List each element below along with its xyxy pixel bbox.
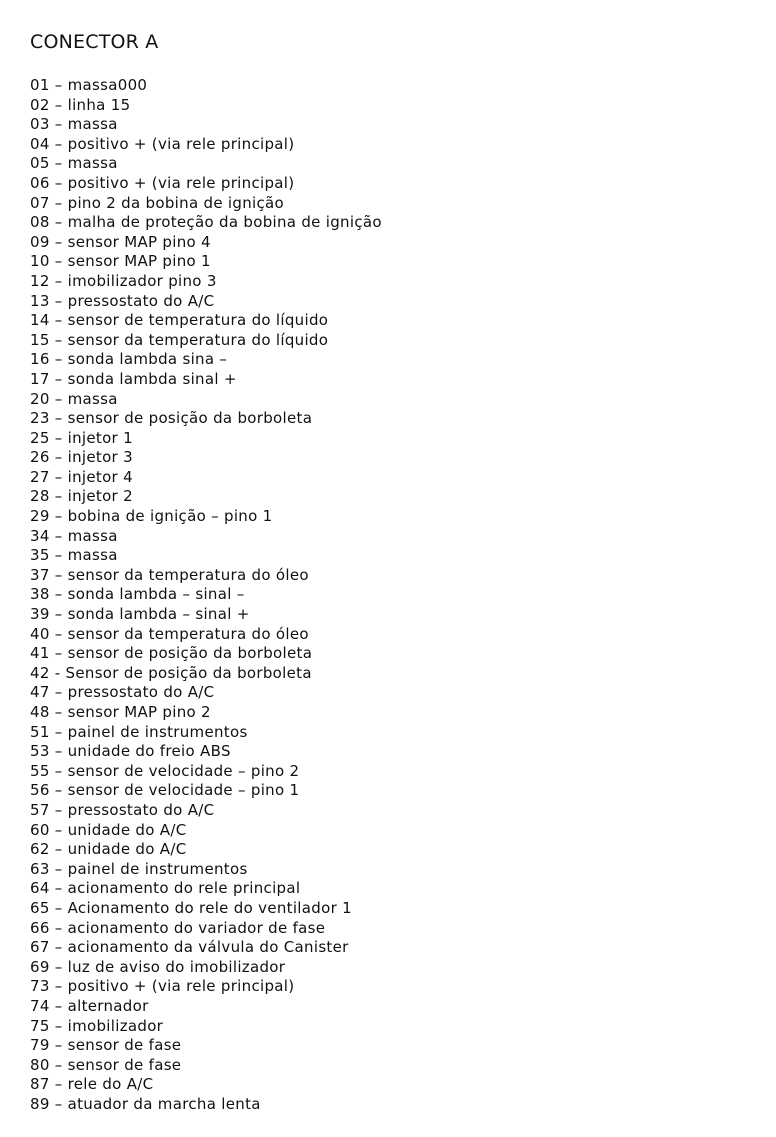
pin-list-item: 53 – unidade do freio ABS — [30, 742, 231, 761]
pin-list-item: 79 – sensor de fase — [30, 1036, 182, 1055]
pin-list-item: 17 – sonda lambda sinal + — [30, 369, 237, 388]
pin-list-item: 69 – luz de aviso do imobilizador — [30, 957, 286, 976]
pin-list-item: 16 – sonda lambda sina – — [30, 350, 228, 369]
pin-list-item: 47 – pressostato do A/C — [30, 683, 215, 702]
pin-list-item: 08 – malha de proteção da bobina de ignição — [30, 213, 382, 232]
pin-list-item: 62 – unidade do A/C — [30, 840, 187, 859]
pin-list-item: 37 – sensor da temperatura do óleo — [30, 565, 309, 584]
document-title: CONECTOR A — [30, 31, 159, 53]
pin-list-item: 06 – positivo + (via rele principal) — [30, 173, 295, 192]
pin-list-item: 41 – sensor de posição da borboleta — [30, 644, 313, 663]
pin-list-item: 05 – massa — [30, 154, 118, 173]
pin-list-item: 63 – painel de instrumentos — [30, 859, 248, 878]
pin-list-item: 02 – linha 15 — [30, 95, 131, 114]
pin-list-item: 57 – pressostato do A/C — [30, 800, 215, 819]
pin-list-item: 15 – sensor da temperatura do líquido — [30, 330, 329, 349]
pin-list-item: 38 – sonda lambda – sinal – — [30, 585, 245, 604]
pin-list-item: 13 – pressostato do A/C — [30, 291, 215, 310]
pin-list-item: 35 – massa — [30, 546, 118, 565]
pin-list-item: 34 – massa — [30, 526, 118, 545]
pin-list-item: 48 – sensor MAP pino 2 — [30, 703, 211, 721]
pin-list-item: 12 – imobilizador pino 3 — [30, 271, 217, 290]
pin-list-item: 25 – injetor 1 — [30, 428, 133, 447]
pin-list-item: 74 – alternador — [30, 996, 149, 1015]
pin-list-item: 07 – pino 2 da bobina de ignição — [30, 193, 285, 212]
document-page — [30, 30, 756, 1114]
pin-list-item: 40 – sensor da temperatura do óleo — [30, 624, 309, 643]
pin-list — [30, 76, 756, 1114]
pin-list-item: 42 - Sensor de posição da borboleta — [30, 663, 312, 682]
pin-list-item: 73 – positivo + (via rele principal) — [30, 977, 295, 996]
pin-list-item: 87 – rele do A/C — [30, 1075, 154, 1094]
pin-list-item: 75 – imobilizador — [30, 1016, 164, 1035]
pin-list-item: 04 – positivo + (via rele principal) — [30, 134, 295, 153]
pin-list-item: 28 – injetor 2 — [30, 487, 133, 506]
pin-list-item: 60 – unidade do A/C — [30, 820, 187, 839]
pin-list-item: 39 – sonda lambda – sinal + — [30, 605, 250, 624]
pin-list-item: 27 – injetor 4 — [30, 467, 133, 486]
pin-list-item: 66 – acionamento do variador de fase — [30, 918, 326, 937]
pin-list-item: 67 – acionamento da válvula do Canister — [30, 938, 349, 957]
pin-list-item: 51 – painel de instrumentos — [30, 722, 248, 741]
pin-list-item: 03 – massa — [30, 115, 118, 134]
pin-list-item: 10 – sensor MAP pino 1 — [30, 252, 211, 271]
pin-list-item: 64 – acionamento do rele principal — [30, 879, 301, 898]
pin-list-item: 29 – bobina de ignição – pino 1 — [30, 507, 273, 526]
pin-list-item: 56 – sensor de velocidade – pino 1 — [30, 781, 300, 800]
pin-list-item: 09 – sensor MAP pino 4 — [30, 232, 211, 251]
pin-list-item: 55 – sensor de velocidade – pino 2 — [30, 761, 300, 780]
pin-list-item: 26 – injetor 3 — [30, 448, 133, 467]
pin-list-item: 20 – massa — [30, 389, 118, 408]
pin-list-item: 23 – sensor de posição da borboleta — [30, 409, 313, 428]
pin-list-item: 01 – massa000 — [30, 76, 148, 94]
pin-list-item: 80 – sensor de fase — [30, 1055, 182, 1074]
pin-list-item: 89 – atuador da marcha lenta — [30, 1094, 261, 1113]
pin-list-item: 65 – Acionamento do rele do ventilador 1 — [30, 898, 352, 917]
pin-list-item: 14 – sensor de temperatura do líquido — [30, 311, 329, 330]
